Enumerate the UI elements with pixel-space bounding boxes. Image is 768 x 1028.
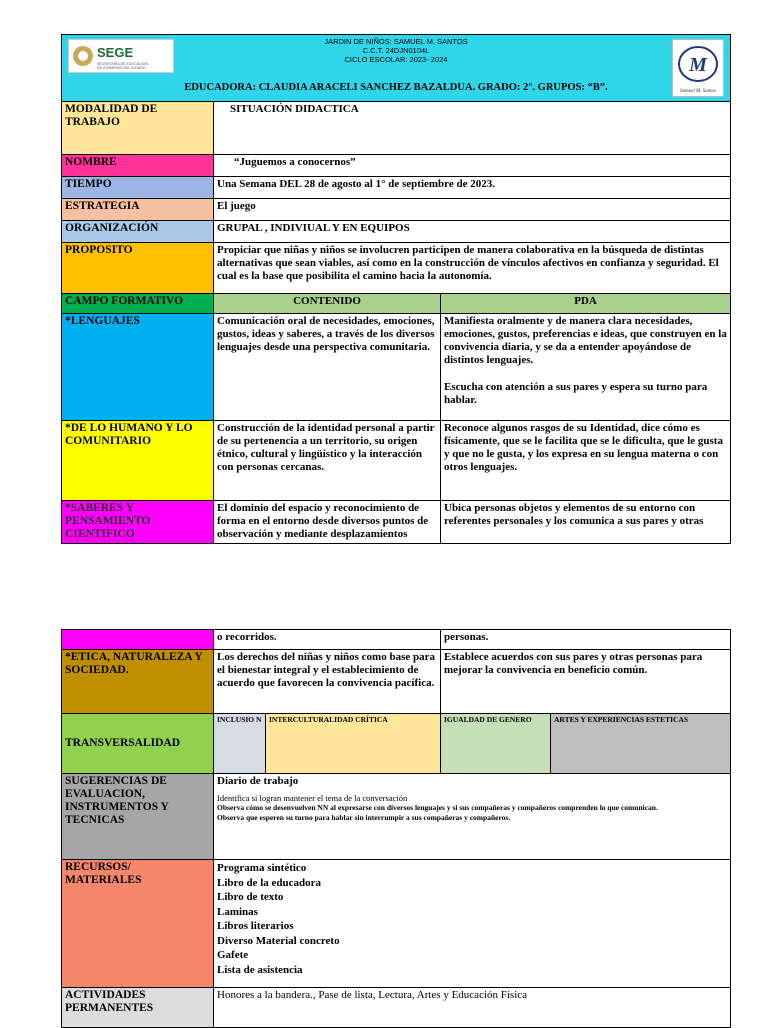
school-crest-icon <box>673 40 723 96</box>
estrategia-label: ESTRATEGIA <box>62 199 214 221</box>
tiempo-label: TIEMPO <box>62 177 214 199</box>
humano-contenido: Construcción de la identidad personal a partir de su pertenencia a un territorio, su origen étnico, cultural y lingüístico y la interacción con personas cercanas. <box>214 421 441 501</box>
svg-text:M: M <box>689 54 707 76</box>
transversalidad-inclusion: INCLUSIO N <box>214 714 266 774</box>
actividades-label: ACTIVIDADES PERMANENTES <box>62 988 214 1028</box>
school-name: JARDIN DE NIÑOS: SAMUEL M. SANTOS <box>324 37 468 46</box>
modalidad-label: MODALIDAD DE TRABAJO <box>62 102 214 155</box>
svg-text:DE GOBIERNO DEL ESTADO: DE GOBIERNO DEL ESTADO <box>97 66 146 70</box>
sugerencias-content <box>214 774 731 860</box>
sugerencias-line-3: Observa que esperen su turno para hablar sin interrumpir a sus compañeras y compañeros. <box>217 813 511 822</box>
recursos-item: Gafete <box>217 949 249 961</box>
lenguajes-label: *LENGUAJES <box>62 314 214 421</box>
recursos-item: Libros literarios <box>217 920 294 932</box>
recursos-item: Programa sintético <box>217 862 307 874</box>
recursos-item: Libro de texto <box>217 891 284 903</box>
nombre-value: “Juguemos a conocernos” <box>214 155 731 177</box>
school-cct: C.C.T. 24DJN0104L <box>362 46 430 55</box>
recursos-item: Diverso Material concreto <box>217 934 340 947</box>
etica-contenido: Los derechos del niñas y niños como base para el bienestar integral y el establecimiento de acuerdo que favorecen la convivencia pacífica. <box>214 650 441 714</box>
sugerencias-title: Diario de trabajo <box>217 775 299 787</box>
organizacion-value: GRUPAL , INDIVIUAL Y EN EQUIPOS <box>214 221 731 243</box>
saberes-pda: Ubica personas objetos y elementos de su entorno con referentes personales y los comunica a sus pares y otras <box>441 501 731 544</box>
nombre-label: NOMBRE <box>62 155 214 177</box>
tiempo-value: Una Semana DEL 28 de agosto al 1° de septiembre de 2023. <box>214 177 731 199</box>
etica-label: *ETICA, NATURALEZA Y SOCIEDAD. <box>62 650 214 714</box>
document-header <box>62 35 731 102</box>
organizacion-label: ORGANIZACIÓN <box>62 221 214 243</box>
transversalidad-igualdad: IGUALDAD DE GENERO <box>441 714 551 774</box>
etica-pda: Establece acuerdos con sus pares y otras personas para mejorar la convivencia en beneficio común. <box>441 650 731 714</box>
sugerencias-line-2: Observa cómo se desenvuelven NN al expresarse con diversos lenguajes y si sus compañeras y compañeros comprenden lo que comunican. <box>217 803 658 812</box>
lenguajes-pda-1: Manifiesta oralmente y de manera clara necesidades, emociones, gustos, preferencias e ideas, que construyen en la convivencia diaria, y se da a entender apoyándose de distintos lenguajes. <box>444 315 727 366</box>
svg-text:SEGE: SEGE <box>97 45 134 60</box>
contenido-header: CONTENIDO <box>214 294 441 314</box>
svg-text:SECRETARÍA DE EDUCACIÓN: SECRETARÍA DE EDUCACIÓN <box>97 62 149 66</box>
humano-pda: Reconoce algunos rasgos de su Identidad, dice cómo es físicamente, que se le facilita que se le dificulta, que le gusta y que no le gusta, y los expresa en su lengua materna o con otros lenguajes. <box>441 421 731 501</box>
proposito-value: Propiciar que niñas y niños se involucren participen de manera colaborativa en la búsqueda de distintas alternativas que sean viables, así como en la construcción de vínculos afectivos en confianza y seguridad. El cual es la base que posibilita el camino hacia la autonomía. <box>214 243 731 294</box>
recursos-item: Lista de asistencia <box>217 963 303 976</box>
recursos-item: Libro de la educadora <box>217 876 322 889</box>
saberes-contenido: El dominio del espacio y reconocimiento de forma en el entorno desde diversos puntos de observación y mediante desplazamientos <box>214 501 441 544</box>
transversalidad-label: TRANSVERSALIDAD <box>62 714 214 774</box>
actividades-value: Honores a la bandera., Pase de lista, Lectura, Artes y Educación Física <box>214 988 731 1028</box>
saberes-pda-continued: personas. <box>441 630 731 650</box>
estrategia-value: El juego <box>214 199 731 221</box>
planning-table-page1 <box>61 34 731 544</box>
school-logo <box>672 39 724 97</box>
school-cycle: CICLO ESCOLAR: 2023- 2024 <box>344 55 448 64</box>
educadora-line: EDUCADORA: CLAUDIA ARACELI SANCHEZ BAZALDUA. GRADO: 2°. GRUPOS: “B”. <box>184 82 608 93</box>
recursos-item: Laminas <box>217 905 258 918</box>
saberes-label: *SABERES Y PENSAMIENTO CIENTIFICO <box>62 501 214 544</box>
lenguajes-contenido: Comunicación oral de necesidades, emociones, gustos, ideas y saberes, a través de los diversos lenguajes desde una perspectiva comunitaria. <box>214 314 441 421</box>
saberes-continued-label <box>62 630 214 650</box>
saberes-contenido-continued: o recorridos. <box>214 630 441 650</box>
lenguajes-pda <box>441 314 731 421</box>
recursos-label: RECURSOS/ MATERIALES <box>62 860 214 988</box>
sugerencias-line-1: Identifica si logran mantener el tema de la conversación <box>217 793 408 803</box>
proposito-label: PROPOSITO <box>62 243 214 294</box>
planning-table-page2 <box>61 629 731 1028</box>
sugerencias-label: SUGERENCIAS DE EVALUACION, INSTRUMENTOS Y TECNICAS <box>62 774 214 860</box>
svg-text:Samuel M. Santos: Samuel M. Santos <box>680 89 717 94</box>
recursos-list <box>214 860 731 988</box>
transversalidad-artes: ARTES Y EXPERIENCIAS ESTETICAS <box>551 714 731 774</box>
lenguajes-pda-2: Escucha con atención a sus pares y espera su turno para hablar. <box>444 381 708 406</box>
humano-label: *DE LO HUMANO Y LO COMUNITARIO <box>62 421 214 501</box>
pda-header: PDA <box>441 294 731 314</box>
campo-formativo-header: CAMPO FORMATIVO <box>62 294 214 314</box>
transversalidad-interculturalidad: INTERCULTURALIDAD CRÍTICA <box>266 714 441 774</box>
modalidad-value: SITUACIÓN DIDACTICA <box>214 102 731 155</box>
